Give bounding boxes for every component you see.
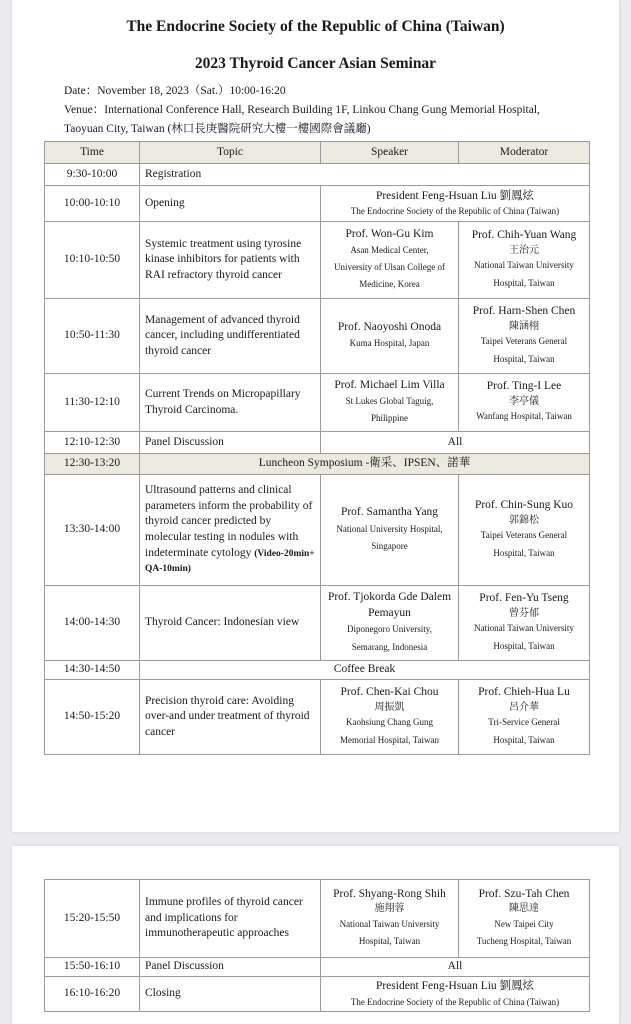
moderator-affiliation: Hospital, Taiwan	[493, 547, 555, 558]
row-topic: Immune profiles of thyroid cancer and implications for immunotherapeutic approaches	[140, 880, 321, 958]
date-line: Date：November 18, 2023（Sat.）10:00-16:20	[64, 85, 286, 97]
row-speaker	[321, 977, 590, 1012]
row-moderator	[459, 680, 590, 755]
speaker-name: Prof. Naoyoshi Onoda	[337, 320, 442, 333]
moderator-chinese-name: 郭錦松	[509, 514, 539, 526]
row-topic: Panel Discussion	[140, 432, 321, 454]
column-header-speaker: Speaker	[321, 142, 459, 164]
moderator-affiliation: Hospital, Taiwan	[493, 277, 555, 288]
speaker-name: Prof. Michael Lim Villa	[334, 378, 445, 391]
table-row	[45, 680, 590, 755]
moderator-name: Prof. Fen-Yu Tseng	[479, 592, 569, 605]
speaker-affiliation: Semarang, Indonesia	[351, 641, 428, 652]
moderator-affiliation: Hospital, Taiwan	[493, 353, 555, 364]
row-topic: Registration	[140, 164, 590, 186]
speaker-name: Prof. Won-Gu Kim	[345, 227, 434, 240]
speaker-affiliation: Philippine	[370, 413, 408, 424]
moderator-name: Prof. Szu-Tah Chen	[478, 887, 570, 900]
moderator-chinese-name: 王治元	[509, 244, 539, 256]
document-page-1	[12, 0, 619, 832]
row-topic	[140, 475, 321, 586]
row-speaker	[321, 680, 459, 755]
row-speaker	[321, 222, 459, 299]
row-moderator	[459, 374, 590, 432]
moderator-name: Prof. Chieh-Hua Lu	[478, 686, 570, 699]
row-speaker	[321, 186, 590, 222]
org-title: The Endocrine Society of the Republic of China (Taiwan)	[126, 18, 505, 35]
column-header-time: Time	[45, 142, 140, 164]
row-topic: Panel Discussion	[140, 958, 321, 977]
topic-text: Ultrasound patterns and clinical parameters inform the probability of thyroid cancer predicted by molecular testing in nodules with indeterminate cytology	[145, 484, 313, 559]
speaker-affiliation: National University Hospital,	[336, 523, 443, 534]
venue-line-1: Venue：International Conference Hall, Research Building 1F, Linkou Chang Gung Memorial Hospital,	[64, 104, 540, 116]
row-moderator	[459, 475, 590, 586]
document-page-2	[12, 846, 619, 1024]
row-topic: Management of advanced thyroid cancer, including undifferentiated thyroid cancer	[140, 299, 321, 374]
table-row	[45, 586, 590, 661]
speaker-name: President Feng-Hsuan Liu 劉鳳炫	[375, 189, 535, 202]
moderator-chinese-name: 曾芬郁	[509, 607, 539, 619]
row-moderator	[459, 880, 590, 958]
column-header-moderator: Moderator	[459, 142, 590, 164]
table-header-row	[45, 142, 590, 164]
row-speaker: All	[321, 432, 590, 454]
topic-note: (Video-20min+ QA-10min)	[145, 548, 315, 575]
table-row	[45, 977, 590, 1012]
moderator-name: Prof. Chih-Yuan Wang	[471, 229, 577, 242]
moderator-affiliation: New Taipei City	[494, 918, 554, 929]
table-row	[45, 374, 590, 432]
moderator-affiliation: National Taiwan University	[474, 623, 574, 634]
row-moderator	[459, 222, 590, 299]
row-time: 15:50-16:10	[45, 958, 140, 977]
table-row	[45, 299, 590, 374]
row-topic: Opening	[140, 186, 321, 222]
row-topic: Systemic treatment using tyrosine kinase inhibitors for patients with RAI refractory thyroid cancer	[140, 222, 321, 299]
moderator-affiliation: National Taiwan University	[474, 260, 574, 271]
row-topic: Precision thyroid care: Avoiding over-and under treatment of thyroid cancer	[140, 680, 321, 755]
table-row	[45, 880, 590, 958]
row-topic: Thyroid Cancer: Indonesian view	[140, 586, 321, 661]
moderator-affiliation: Tri-Service General	[488, 717, 560, 728]
row-speaker	[321, 586, 459, 661]
moderator-chinese-name: 陳思達	[509, 903, 539, 915]
moderator-chinese-name: 陳涵栩	[509, 320, 539, 332]
row-time: 14:00-14:30	[45, 586, 140, 661]
speaker-name: Prof. Shyang-Rong Shih	[333, 887, 446, 900]
moderator-affiliation: Taipei Veterans General	[480, 336, 568, 347]
row-time: 14:50-15:20	[45, 680, 140, 755]
row-time: 12:30-13:20	[45, 454, 140, 475]
row-moderator	[459, 586, 590, 661]
speaker-name: Prof. Tjokorda Gde Dalem Pemayun	[327, 591, 452, 619]
venue-line-2: Taoyuan City, Taiwan (林口長庚醫院研究大樓一樓國際會議廳)	[64, 123, 371, 135]
speaker-affiliation: Kuma Hospital, Japan	[349, 338, 430, 349]
speaker-chinese-name: 施翔蓉	[374, 903, 405, 915]
moderator-chinese-name: 呂介華	[509, 701, 539, 713]
row-time: 10:10-10:50	[45, 222, 140, 299]
row-speaker	[321, 299, 459, 374]
row-time: 10:50-11:30	[45, 299, 140, 374]
moderator-affiliation: Hospital, Taiwan	[493, 640, 555, 651]
row-time: 12:10-12:30	[45, 432, 140, 454]
row-moderator	[459, 299, 590, 374]
agenda-table-continued	[44, 879, 590, 1012]
row-speaker	[321, 374, 459, 432]
column-header-topic: Topic	[140, 142, 321, 164]
table-row	[45, 958, 590, 977]
row-time: 11:30-12:10	[45, 374, 140, 432]
row-topic: Current Trends on Micropapillary Thyroid Carcinoma.	[140, 374, 321, 432]
moderator-name: Prof. Chin-Sung Kuo	[474, 499, 574, 512]
row-time: 15:20-15:50	[45, 880, 140, 958]
moderator-affiliation: Wanfang Hospital, Taiwan	[476, 411, 572, 422]
speaker-affiliation: St Lukes Global Taguig,	[345, 396, 434, 407]
table-row	[45, 186, 590, 222]
speaker-affiliation: Hospital, Taiwan	[358, 936, 421, 946]
moderator-name: Prof. Harn-Shen Chen	[472, 305, 576, 318]
speaker-name: Prof. Chen-Kai Chou	[340, 686, 439, 699]
row-time: 13:30-14:00	[45, 475, 140, 586]
moderator-chinese-name: 李亭儀	[509, 395, 539, 407]
row-time: 10:00-10:10	[45, 186, 140, 222]
moderator-affiliation: Hospital, Taiwan	[493, 734, 555, 745]
speaker-affiliation: The Endocrine Society of the Republic of China (Taiwan)	[350, 996, 560, 1007]
table-row	[45, 454, 590, 475]
row-time: 16:10-16:20	[45, 977, 140, 1012]
speaker-affiliation: University of Ulsan College of	[334, 262, 445, 273]
speaker-affiliation: Asan Medical Center,	[350, 245, 429, 256]
speaker-affiliation: Memorial Hospital, Taiwan	[340, 734, 439, 745]
row-time: 9:30-10:00	[45, 164, 140, 186]
table-row	[45, 222, 590, 299]
speaker-affiliation: Singapore	[371, 540, 408, 551]
row-speaker	[321, 475, 459, 586]
speaker-affiliation: The Endocrine Society of the Republic of China (Taiwan)	[350, 206, 560, 217]
row-topic: Coffee Break	[140, 661, 590, 680]
row-topic: Luncheon Symposium -衛采、IPSEN、諾華	[140, 454, 590, 475]
row-topic: Closing	[140, 977, 321, 1012]
table-row	[45, 475, 590, 586]
speaker-affiliation: Kaohsiung Chang Gung	[346, 717, 433, 728]
agenda-table	[44, 141, 590, 755]
table-row	[45, 432, 590, 454]
table-row	[45, 661, 590, 680]
row-speaker	[321, 880, 459, 958]
event-title: 2023 Thyroid Cancer Asian Seminar	[194, 55, 437, 72]
speaker-name: President Feng-Hsuan Liu 劉鳳炫	[375, 980, 535, 993]
table-row	[45, 164, 590, 186]
row-speaker: All	[321, 958, 590, 977]
row-time: 14:30-14:50	[45, 661, 140, 680]
moderator-affiliation: Tucheng Hospital, Taiwan	[476, 936, 572, 946]
moderator-affiliation: Taipei Veterans General	[480, 530, 568, 541]
speaker-affiliation: Medicine, Korea	[359, 279, 420, 290]
speaker-affiliation: Diponegoro University,	[347, 624, 432, 635]
speaker-name: Prof. Samantha Yang	[340, 506, 439, 519]
speaker-chinese-name: 周振凱	[374, 701, 405, 713]
speaker-affiliation: National Taiwan University	[339, 918, 440, 929]
moderator-name: Prof. Ting-I Lee	[486, 380, 562, 393]
